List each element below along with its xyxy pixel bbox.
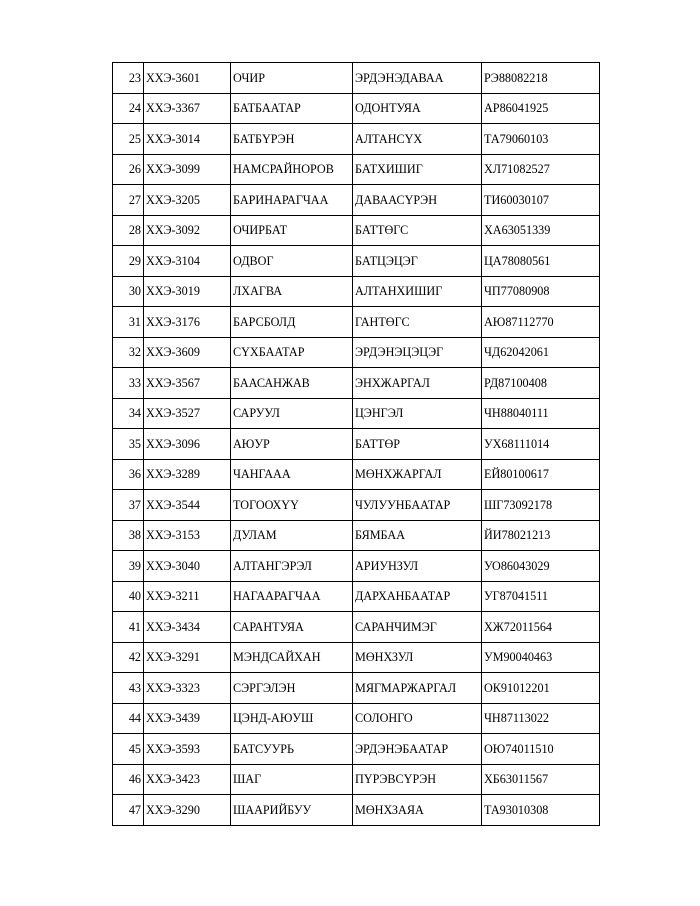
surname-cell: ЦЭНГЭЛ bbox=[353, 398, 482, 429]
registration-code-cell: ХХЭ-3593 bbox=[144, 734, 231, 765]
table-row bbox=[113, 795, 600, 826]
registration-code-cell: ХХЭ-3205 bbox=[144, 185, 231, 216]
given-name-cell: БАТБААТАР bbox=[231, 93, 353, 124]
table-row bbox=[113, 276, 600, 307]
registration-code-cell: ХХЭ-3439 bbox=[144, 703, 231, 734]
row-number-cell: 24 bbox=[113, 93, 144, 124]
table-row bbox=[113, 185, 600, 216]
given-name-cell: БАТБҮРЭН bbox=[231, 124, 353, 155]
registration-code-cell: ХХЭ-3291 bbox=[144, 642, 231, 673]
row-number-cell: 44 bbox=[113, 703, 144, 734]
registration-code-cell: ХХЭ-3434 bbox=[144, 612, 231, 643]
id-number-cell: УГ87041511 bbox=[482, 581, 600, 612]
row-number-cell: 39 bbox=[113, 551, 144, 582]
surname-cell: БАТТӨГС bbox=[353, 215, 482, 246]
table-row bbox=[113, 551, 600, 582]
surname-cell: БАТХИШИГ bbox=[353, 154, 482, 185]
table-row bbox=[113, 764, 600, 795]
given-name-cell: ЛХАГВА bbox=[231, 276, 353, 307]
row-number-cell: 25 bbox=[113, 124, 144, 155]
surname-cell: ЭРДЭНЭДАВАА bbox=[353, 63, 482, 94]
surname-cell: МӨНХЗАЯА bbox=[353, 795, 482, 826]
registration-code-cell: ХХЭ-3289 bbox=[144, 459, 231, 490]
row-number-cell: 34 bbox=[113, 398, 144, 429]
table-row bbox=[113, 307, 600, 338]
given-name-cell: АЛТАНГЭРЭЛ bbox=[231, 551, 353, 582]
surname-cell: АРИУНЗУЛ bbox=[353, 551, 482, 582]
row-number-cell: 46 bbox=[113, 764, 144, 795]
given-name-cell: ШААРИЙБУУ bbox=[231, 795, 353, 826]
row-number-cell: 23 bbox=[113, 63, 144, 94]
given-name-cell: САРАНТУЯА bbox=[231, 612, 353, 643]
given-name-cell: ШАГ bbox=[231, 764, 353, 795]
id-number-cell: ЙИ78021213 bbox=[482, 520, 600, 551]
row-number-cell: 29 bbox=[113, 246, 144, 277]
given-name-cell: ДУЛАМ bbox=[231, 520, 353, 551]
registration-code-cell: ХХЭ-3096 bbox=[144, 429, 231, 460]
surname-cell: ДАРХАНБААТАР bbox=[353, 581, 482, 612]
table-row bbox=[113, 368, 600, 399]
given-name-cell: ОЧИРБАТ bbox=[231, 215, 353, 246]
surname-cell: БАТЦЭЦЭГ bbox=[353, 246, 482, 277]
id-number-cell: ХА63051339 bbox=[482, 215, 600, 246]
id-number-cell: ХБ63011567 bbox=[482, 764, 600, 795]
given-name-cell: АЮУР bbox=[231, 429, 353, 460]
row-number-cell: 40 bbox=[113, 581, 144, 612]
registration-code-cell: ХХЭ-3040 bbox=[144, 551, 231, 582]
given-name-cell: БАТСУУРЬ bbox=[231, 734, 353, 765]
row-number-cell: 26 bbox=[113, 154, 144, 185]
id-number-cell: ЧП77080908 bbox=[482, 276, 600, 307]
table-row bbox=[113, 398, 600, 429]
surname-cell: ЭРДЭНЭЦЭЦЭГ bbox=[353, 337, 482, 368]
registration-code-cell: ХХЭ-3176 bbox=[144, 307, 231, 338]
registration-code-cell: ХХЭ-3609 bbox=[144, 337, 231, 368]
id-number-cell: ХЛ71082527 bbox=[482, 154, 600, 185]
surname-cell: ПҮРЭВСҮРЭН bbox=[353, 764, 482, 795]
id-number-cell: РЭ88082218 bbox=[482, 63, 600, 94]
table-row bbox=[113, 93, 600, 124]
given-name-cell: ЧАНГААА bbox=[231, 459, 353, 490]
row-number-cell: 35 bbox=[113, 429, 144, 460]
id-number-cell: ЕЙ80100617 bbox=[482, 459, 600, 490]
surname-cell: ЭНХЖАРГАЛ bbox=[353, 368, 482, 399]
table-row bbox=[113, 337, 600, 368]
id-number-cell: ТИ60030107 bbox=[482, 185, 600, 216]
row-number-cell: 36 bbox=[113, 459, 144, 490]
row-number-cell: 32 bbox=[113, 337, 144, 368]
id-number-cell: ЧН88040111 bbox=[482, 398, 600, 429]
given-name-cell: НАГААРАГЧАА bbox=[231, 581, 353, 612]
roster-table bbox=[112, 62, 600, 826]
table-row bbox=[113, 612, 600, 643]
id-number-cell: ШГ73092178 bbox=[482, 490, 600, 521]
id-number-cell: УМ90040463 bbox=[482, 642, 600, 673]
id-number-cell: АР86041925 bbox=[482, 93, 600, 124]
surname-cell: МӨНХЖАРГАЛ bbox=[353, 459, 482, 490]
id-number-cell: ОК91012201 bbox=[482, 673, 600, 704]
table-row bbox=[113, 581, 600, 612]
surname-cell: МӨНХЗУЛ bbox=[353, 642, 482, 673]
registration-code-cell: ХХЭ-3527 bbox=[144, 398, 231, 429]
registration-code-cell: ХХЭ-3290 bbox=[144, 795, 231, 826]
id-number-cell: РД87100408 bbox=[482, 368, 600, 399]
id-number-cell: ТА93010308 bbox=[482, 795, 600, 826]
table-row bbox=[113, 520, 600, 551]
registration-code-cell: ХХЭ-3153 bbox=[144, 520, 231, 551]
table-row bbox=[113, 246, 600, 277]
registration-code-cell: ХХЭ-3367 bbox=[144, 93, 231, 124]
surname-cell: ОДОНТУЯА bbox=[353, 93, 482, 124]
given-name-cell: БААСАНЖАВ bbox=[231, 368, 353, 399]
row-number-cell: 47 bbox=[113, 795, 144, 826]
registration-code-cell: ХХЭ-3092 bbox=[144, 215, 231, 246]
surname-cell: ЭРДЭНЭБААТАР bbox=[353, 734, 482, 765]
table-row bbox=[113, 154, 600, 185]
table-row bbox=[113, 63, 600, 94]
row-number-cell: 37 bbox=[113, 490, 144, 521]
row-number-cell: 30 bbox=[113, 276, 144, 307]
given-name-cell: ЦЭНД-АЮУШ bbox=[231, 703, 353, 734]
surname-cell: ЧУЛУУНБААТАР bbox=[353, 490, 482, 521]
surname-cell: ГАНТӨГС bbox=[353, 307, 482, 338]
given-name-cell: ОДВОГ bbox=[231, 246, 353, 277]
row-number-cell: 45 bbox=[113, 734, 144, 765]
registration-code-cell: ХХЭ-3019 bbox=[144, 276, 231, 307]
given-name-cell: НАМСРАЙНОРОВ bbox=[231, 154, 353, 185]
id-number-cell: ЧД62042061 bbox=[482, 337, 600, 368]
id-number-cell: АЮ87112770 bbox=[482, 307, 600, 338]
registration-code-cell: ХХЭ-3104 bbox=[144, 246, 231, 277]
table-row bbox=[113, 673, 600, 704]
id-number-cell: УХ68111014 bbox=[482, 429, 600, 460]
surname-cell: МЯГМАРЖАРГАЛ bbox=[353, 673, 482, 704]
surname-cell: САРАНЧИМЭГ bbox=[353, 612, 482, 643]
registration-code-cell: ХХЭ-3567 bbox=[144, 368, 231, 399]
id-number-cell: ЦА78080561 bbox=[482, 246, 600, 277]
row-number-cell: 27 bbox=[113, 185, 144, 216]
id-number-cell: ЧН87113022 bbox=[482, 703, 600, 734]
given-name-cell: ТОГООХҮҮ bbox=[231, 490, 353, 521]
surname-cell: СОЛОНГО bbox=[353, 703, 482, 734]
surname-cell: АЛТАНСҮХ bbox=[353, 124, 482, 155]
table-row bbox=[113, 703, 600, 734]
id-number-cell: УО86043029 bbox=[482, 551, 600, 582]
roster-table-body bbox=[113, 63, 600, 826]
surname-cell: БЯМБАА bbox=[353, 520, 482, 551]
table-row bbox=[113, 215, 600, 246]
row-number-cell: 38 bbox=[113, 520, 144, 551]
registration-code-cell: ХХЭ-3544 bbox=[144, 490, 231, 521]
given-name-cell: ОЧИР bbox=[231, 63, 353, 94]
surname-cell: ДАВААСҮРЭН bbox=[353, 185, 482, 216]
table-row bbox=[113, 429, 600, 460]
row-number-cell: 28 bbox=[113, 215, 144, 246]
given-name-cell: СЭРГЭЛЭН bbox=[231, 673, 353, 704]
id-number-cell: ТА79060103 bbox=[482, 124, 600, 155]
row-number-cell: 33 bbox=[113, 368, 144, 399]
id-number-cell: ХЖ72011564 bbox=[482, 612, 600, 643]
given-name-cell: БАРИНАРАГЧАА bbox=[231, 185, 353, 216]
given-name-cell: САРУУЛ bbox=[231, 398, 353, 429]
surname-cell: АЛТАНХИШИГ bbox=[353, 276, 482, 307]
registration-code-cell: ХХЭ-3014 bbox=[144, 124, 231, 155]
registration-code-cell: ХХЭ-3211 bbox=[144, 581, 231, 612]
given-name-cell: МЭНДСАЙХАН bbox=[231, 642, 353, 673]
table-row bbox=[113, 734, 600, 765]
registration-code-cell: ХХЭ-3423 bbox=[144, 764, 231, 795]
given-name-cell: БАРСБОЛД bbox=[231, 307, 353, 338]
row-number-cell: 41 bbox=[113, 612, 144, 643]
row-number-cell: 43 bbox=[113, 673, 144, 704]
registration-code-cell: ХХЭ-3099 bbox=[144, 154, 231, 185]
table-row bbox=[113, 124, 600, 155]
id-number-cell: ОЮ74011510 bbox=[482, 734, 600, 765]
table-row bbox=[113, 490, 600, 521]
row-number-cell: 31 bbox=[113, 307, 144, 338]
registration-code-cell: ХХЭ-3323 bbox=[144, 673, 231, 704]
surname-cell: БАТТӨР bbox=[353, 429, 482, 460]
given-name-cell: СҮХБААТАР bbox=[231, 337, 353, 368]
row-number-cell: 42 bbox=[113, 642, 144, 673]
registration-code-cell: ХХЭ-3601 bbox=[144, 63, 231, 94]
table-row bbox=[113, 642, 600, 673]
table-row bbox=[113, 459, 600, 490]
